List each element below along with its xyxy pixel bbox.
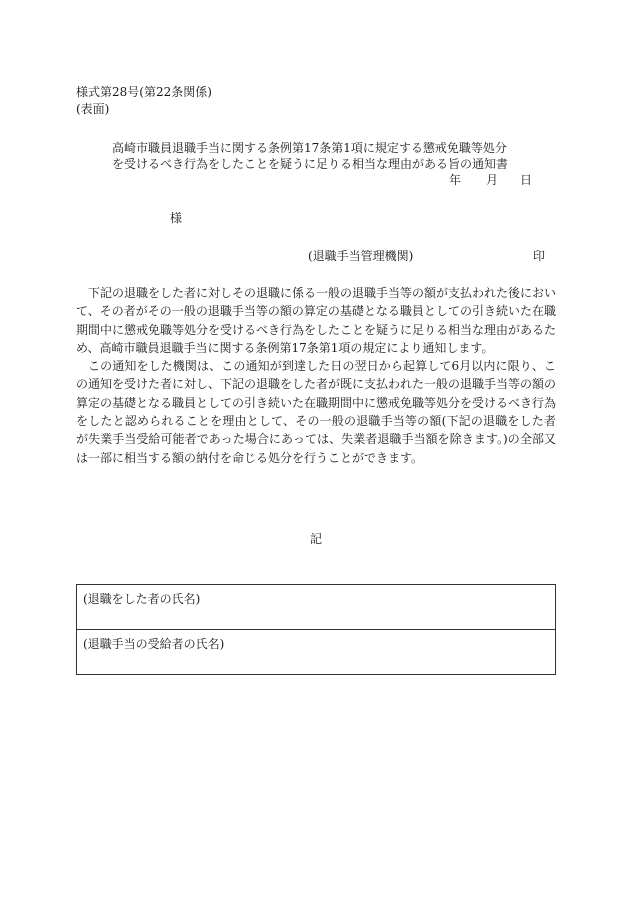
seal-mark: 印 <box>533 249 546 263</box>
addressee-suffix: 様 <box>170 211 183 225</box>
title-line-1: 高崎市職員退職手当に関する条例第17条第1項に規定する懲戒免職等処分 <box>112 141 507 155</box>
agency-label: (退職手当管理機関) <box>308 249 414 263</box>
table-row <box>77 585 556 630</box>
date-day: 日 <box>520 173 533 187</box>
document-title <box>112 140 508 172</box>
notice-body <box>76 284 556 467</box>
date-month: 月 <box>486 173 499 187</box>
retiree-name-cell: (退職をした者の氏名) <box>77 585 556 630</box>
form-number: 様式第28号(第22条関係) <box>76 85 212 99</box>
title-line-2: を受けるべき行為をしたことを疑うに足りる相当な理由がある旨の通知書 <box>112 157 509 171</box>
side-label: (表面) <box>76 102 110 116</box>
table-row <box>77 630 556 675</box>
body-paragraph-2: この通知をした機関は、この通知が到達した日の翌日から起算して6月以内に限り、この通知を受けた者に対し、下記の退職をした者が既に支払われた一般の退職手当等の額の算定の基礎となる職員としての引き続いた在職期間中に懲戒免職等処分を受けるべき行為をしたと認められることを理由として、その一般の退職手当等の額(下記の退職をした者が失業手当受給可能者であった場合にあっては、失業者退職手当額を除きます。)の全部又は一部に相当する額の納付を命じる処分を行うことができます。 <box>76 359 557 465</box>
date-year: 年 <box>449 173 462 187</box>
body-paragraph-1: 下記の退職をした者に対しその退職に係る一般の退職手当等の額が支払われた後において、その者がその一般の退職手当等の額の算定の基礎となる職員としての引き続いた在職期間中に懲戒免職等処分を受けるべき行為をしたことを疑うに足りる相当な理由があるため、高崎市職員退職手当に関する条例第17条第1項の規定により通知します。 <box>76 286 557 355</box>
ki-heading: 記 <box>310 532 323 546</box>
recipient-name-cell: (退職手当の受給者の氏名) <box>77 630 556 675</box>
name-table <box>76 584 556 675</box>
